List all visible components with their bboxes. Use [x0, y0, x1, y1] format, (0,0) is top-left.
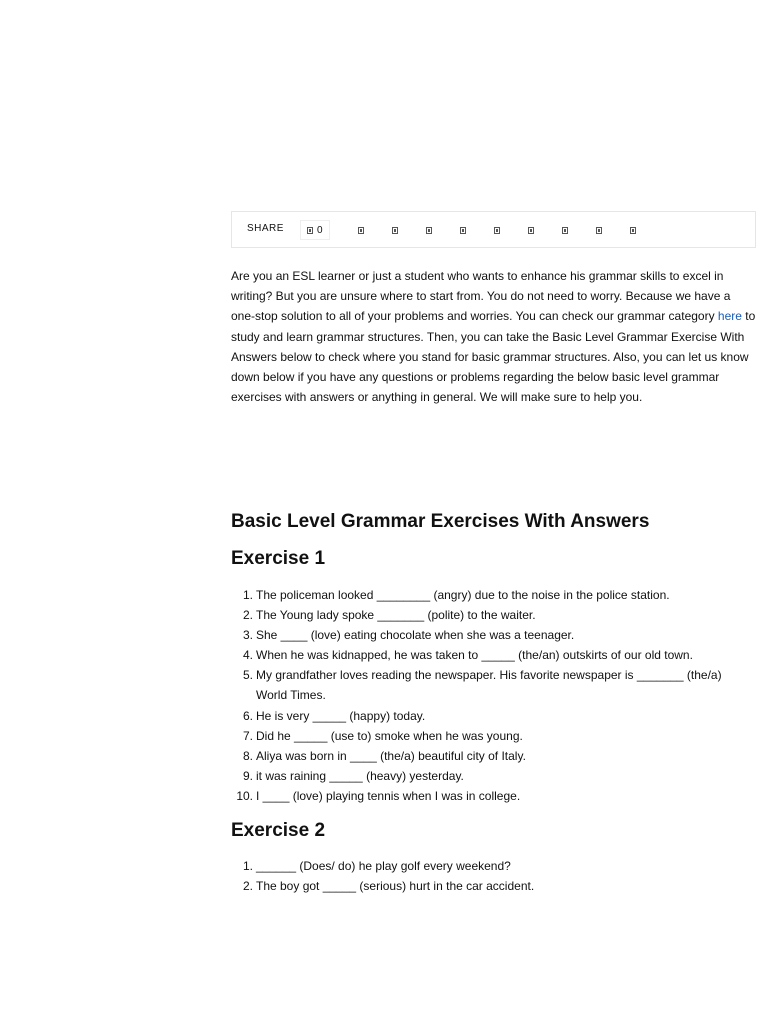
facebook-icon	[358, 227, 364, 234]
list-item	[231, 766, 756, 786]
list-item-number: 6.	[242, 708, 253, 723]
share-count: 0	[317, 224, 323, 236]
list-item	[231, 605, 756, 625]
share-count-icon	[307, 227, 313, 234]
list-item-number: 10.	[236, 788, 253, 803]
intro-paragraph	[231, 266, 756, 407]
email-icon	[596, 227, 602, 234]
list-item	[231, 726, 756, 746]
list-item	[231, 706, 756, 726]
list-item-number: 1.	[242, 859, 253, 873]
share-facebook-button[interactable]	[344, 220, 378, 240]
intro-text-after: to study and learn grammar structures. Then, you can take the Basic Level Grammar Exercise With Answers below to check where you stand for basic grammar structures. Also, you can let us know down below if you have any questions or problems regarding the below basic level grammar exercises with answers or anything in general. We will make sure to help you.	[231, 309, 756, 405]
list-item	[231, 665, 756, 705]
exercise-2-heading: Exercise 2	[231, 820, 326, 841]
share-email-button[interactable]	[582, 220, 616, 240]
list-item-number: 2.	[242, 879, 253, 894]
whatsapp-icon	[562, 227, 568, 234]
list-item-text: When he was kidnapped, he was taken to _____ (the/an) outskirts of our old town.	[256, 648, 693, 663]
list-item-text: Aliya was born in ____ (the/a) beautiful city of Italy.	[256, 748, 526, 763]
reddit-icon	[494, 227, 500, 234]
intro-text-before: Are you an ESL learner or just a student who wants to enhance his grammar skills to excel in writing? But you are unsure where to start from. You do not need to worry. Because we have a one-stop solution to all of your problems and worries. You can check our grammar category	[231, 269, 731, 324]
list-item-number: 8.	[242, 748, 253, 763]
share-twitter-button[interactable]	[378, 220, 412, 240]
list-item-text: The policeman looked ________ (angry) due to the noise in the police station.	[256, 588, 670, 602]
list-item-number: 9.	[242, 768, 253, 783]
tumblr-icon	[528, 227, 534, 234]
twitter-icon	[392, 227, 398, 234]
print-icon	[630, 227, 636, 234]
share-count-button[interactable]	[300, 220, 330, 240]
list-item-text: She ____ (love) eating chocolate when she was a teenager.	[256, 628, 575, 643]
list-item-number: 5.	[242, 668, 253, 683]
list-item-number: 1.	[242, 588, 253, 602]
list-item-text: I ____ (love) playing tennis when I was in college.	[256, 788, 521, 803]
list-item-number: 4.	[242, 648, 253, 663]
list-item-number: 7.	[242, 728, 253, 743]
grammar-category-link[interactable]: here	[717, 309, 742, 324]
exercise-1-list	[231, 585, 756, 806]
share-whatsapp-button[interactable]	[548, 220, 582, 240]
share-reddit-button[interactable]	[480, 220, 514, 240]
share-bar	[231, 211, 756, 248]
list-item	[231, 645, 756, 665]
list-item	[231, 585, 756, 605]
list-item	[231, 856, 756, 876]
main-heading: Basic Level Grammar Exercises With Answers	[231, 511, 650, 532]
exercise-1-heading: Exercise 1	[231, 548, 326, 569]
list-item-text: He is very _____ (happy) today.	[256, 708, 426, 723]
list-item	[231, 876, 756, 896]
share-print-button[interactable]	[616, 220, 650, 240]
list-item-text: The boy got _____ (serious) hurt in the car accident.	[256, 879, 535, 894]
list-item-text: it was raining _____ (heavy) yesterday.	[256, 768, 464, 783]
list-item-text: Did he _____ (use to) smoke when he was young.	[256, 728, 523, 743]
list-item-text: ______ (Does/ do) he play golf every weekend?	[256, 859, 511, 873]
share-linkedin-button[interactable]	[412, 220, 446, 240]
list-item	[231, 746, 756, 766]
list-item-text: The Young lady spoke _______ (polite) to the waiter.	[256, 608, 536, 623]
list-item	[231, 786, 756, 806]
list-item-text: My grandfather loves reading the newspaper. His favorite newspaper is _______ (the/a) World Times.	[256, 668, 722, 703]
share-buttons	[300, 220, 650, 240]
list-item	[231, 625, 756, 645]
pinterest-icon	[460, 227, 466, 234]
list-item-number: 3.	[242, 628, 253, 643]
share-tumblr-button[interactable]	[514, 220, 548, 240]
share-label: SHARE	[247, 223, 284, 234]
share-pinterest-button[interactable]	[446, 220, 480, 240]
list-item-number: 2.	[242, 608, 253, 623]
exercise-2-list	[231, 856, 756, 896]
linkedin-icon	[426, 227, 432, 234]
